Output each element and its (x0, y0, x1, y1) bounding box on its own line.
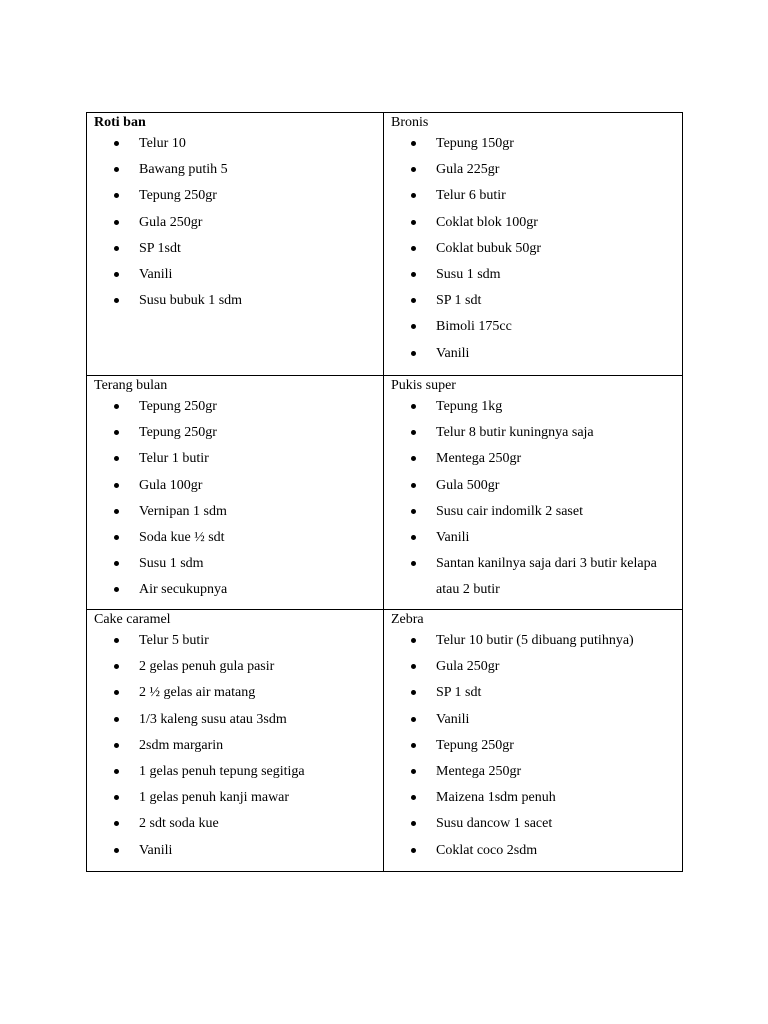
ingredient-item (87, 733, 383, 759)
ingredient-item (87, 838, 383, 864)
recipe-title: Bronis (391, 115, 429, 130)
ingredient-item (87, 680, 383, 706)
ingredient-item (87, 394, 383, 420)
ingredient-item (87, 210, 383, 236)
ingredient-text: Tepung 250gr (139, 425, 217, 441)
ingredient-item (384, 811, 682, 837)
ingredient-text: SP 1 sdt (436, 293, 482, 309)
ingredient-text: 2 sdt soda kue (139, 816, 219, 832)
recipe-title: Zebra (391, 612, 424, 627)
ingredient-item (384, 420, 682, 446)
ingredient-text: Susu 1 sdm (436, 267, 501, 283)
ingredient-list (384, 131, 682, 367)
table-row (87, 113, 683, 376)
bullet-icon (411, 220, 416, 225)
bullet-icon (114, 272, 119, 277)
bullet-icon (114, 167, 119, 172)
bullet-icon (114, 664, 119, 669)
ingredient-text: Bimoli 175cc (436, 319, 512, 335)
ingredient-text: Susu cair indomilk 2 saset (436, 503, 583, 519)
ingredient-text: Susu dancow 1 sacet (436, 816, 553, 832)
ingredient-text: Tepung 1kg (436, 399, 503, 414)
ingredient-text: Bawang putih 5 (139, 162, 228, 178)
bullet-icon (411, 430, 416, 435)
ingredient-item (384, 654, 682, 680)
ingredient-item (384, 210, 682, 236)
bullet-icon (114, 456, 119, 461)
ingredient-item (384, 785, 682, 811)
ingredient-text: Telur 8 butir kuningnya saja (436, 425, 594, 441)
recipe-title: Terang bulan (94, 378, 168, 393)
recipe-title: Cake caramel (94, 612, 171, 627)
ingredient-item (87, 654, 383, 680)
ingredient-item (87, 759, 383, 785)
bullet-icon (114, 509, 119, 514)
ingredient-text: 2 ½ gelas air matang (139, 685, 256, 701)
recipe-cell-terang-bulan (87, 376, 384, 610)
ingredient-text: Gula 250gr (436, 659, 500, 675)
ingredient-text: Telur 10 butir (5 dibuang putihnya) (436, 633, 634, 648)
ingredient-text: Telur 10 (139, 136, 186, 151)
ingredient-text: Susu 1 sdm (139, 556, 204, 572)
ingredient-text: Tepung 250gr (436, 737, 514, 753)
ingredient-item (384, 288, 682, 314)
bullet-icon (114, 193, 119, 198)
ingredient-item (384, 838, 682, 864)
ingredient-text: Santan kanilnya saja dari 3 butir kelapa atau 2 butir (436, 556, 657, 598)
bullet-icon (114, 848, 119, 853)
ingredient-item (384, 551, 682, 603)
bullet-icon (411, 456, 416, 461)
ingredient-item (384, 341, 682, 367)
bullet-icon (411, 324, 416, 329)
bullet-icon (114, 220, 119, 225)
bullet-icon (411, 848, 416, 853)
ingredient-text: Soda kue ½ sdt (139, 530, 225, 546)
recipe-cell-cake-caramel (87, 610, 384, 872)
ingredient-item (384, 394, 682, 420)
ingredient-item (384, 707, 682, 733)
bullet-icon (411, 272, 416, 277)
bullet-icon (411, 246, 416, 251)
ingredient-item (87, 785, 383, 811)
ingredient-item (87, 525, 383, 551)
bullet-icon (411, 664, 416, 669)
ingredient-item (87, 236, 383, 262)
ingredient-text: Tepung 150gr (436, 136, 514, 151)
ingredient-text: Vernipan 1 sdm (139, 503, 227, 519)
ingredient-item (384, 499, 682, 525)
ingredient-text: Telur 6 butir (436, 188, 506, 204)
ingredient-item (87, 262, 383, 288)
bullet-icon (411, 351, 416, 356)
ingredient-text: 2sdm margarin (139, 737, 224, 753)
bullet-icon (411, 483, 416, 488)
ingredient-item (384, 473, 682, 499)
ingredient-item (87, 551, 383, 577)
ingredient-item (87, 473, 383, 499)
ingredient-text: Telur 5 butir (139, 633, 209, 648)
bullet-icon (411, 404, 416, 409)
ingredient-list (87, 394, 383, 604)
ingredient-item (384, 733, 682, 759)
table-row (87, 610, 683, 872)
bullet-icon (411, 561, 416, 566)
ingredient-text: Vanili (139, 842, 173, 858)
ingredient-text: Gula 500gr (436, 477, 500, 493)
bullet-icon (114, 795, 119, 800)
bullet-icon (114, 483, 119, 488)
ingredient-text: Gula 225gr (436, 162, 500, 178)
ingredient-text: Coklat coco 2sdm (436, 842, 538, 858)
ingredient-item (384, 446, 682, 472)
recipe-title: Pukis super (391, 378, 456, 393)
ingredient-text: 1/3 kaleng susu atau 3sdm (139, 711, 287, 727)
recipe-table (86, 112, 683, 872)
ingredient-text: SP 1sdt (139, 240, 181, 256)
ingredient-item (87, 707, 383, 733)
ingredient-item (87, 499, 383, 525)
ingredient-item (87, 446, 383, 472)
bullet-icon (411, 638, 416, 643)
ingredient-text: 1 gelas penuh tepung segitiga (139, 764, 305, 780)
ingredient-text: Tepung 250gr (139, 188, 217, 204)
ingredient-item (384, 628, 682, 654)
ingredient-text: Mentega 250gr (436, 764, 522, 780)
ingredient-item (87, 288, 383, 314)
ingredient-item (87, 157, 383, 183)
ingredient-item (87, 183, 383, 209)
ingredient-list (87, 628, 383, 864)
bullet-icon (114, 404, 119, 409)
recipe-cell-zebra (384, 610, 683, 872)
ingredient-item (384, 157, 682, 183)
ingredient-list (87, 131, 383, 314)
ingredient-text: Susu bubuk 1 sdm (139, 293, 243, 309)
table-row (87, 376, 683, 610)
recipe-title: Roti ban (94, 115, 146, 130)
ingredient-text: 2 gelas penuh gula pasir (139, 659, 275, 675)
ingredient-item (87, 628, 383, 654)
bullet-icon (114, 298, 119, 303)
ingredient-item (384, 236, 682, 262)
ingredient-text: Telur 1 butir (139, 451, 209, 467)
ingredient-item (384, 314, 682, 340)
bullet-icon (114, 587, 119, 592)
bullet-icon (114, 246, 119, 251)
bullet-icon (114, 141, 119, 146)
recipe-cell-pukis-super (384, 376, 683, 610)
bullet-icon (411, 717, 416, 722)
ingredient-item (384, 680, 682, 706)
ingredient-text: Coklat bubuk 50gr (436, 240, 541, 256)
bullet-icon (411, 821, 416, 826)
bullet-icon (411, 743, 416, 748)
bullet-icon (411, 535, 416, 540)
recipe-cell-bronis (384, 113, 683, 376)
bullet-icon (411, 167, 416, 172)
bullet-icon (411, 690, 416, 695)
ingredient-text: Vanili (436, 711, 470, 727)
ingredient-text: SP 1 sdt (436, 685, 482, 701)
ingredient-text: Mentega 250gr (436, 451, 522, 467)
ingredient-text: Gula 250gr (139, 214, 203, 230)
ingredient-item (384, 759, 682, 785)
bullet-icon (114, 769, 119, 774)
ingredient-text: Tepung 250gr (139, 399, 217, 414)
ingredient-text: Vanili (139, 267, 173, 283)
bullet-icon (411, 193, 416, 198)
ingredient-text: Vanili (436, 530, 470, 546)
ingredient-item (384, 262, 682, 288)
ingredient-list (384, 628, 682, 864)
ingredient-text: Coklat blok 100gr (436, 214, 538, 230)
bullet-icon (114, 717, 119, 722)
bullet-icon (114, 638, 119, 643)
bullet-icon (411, 141, 416, 146)
ingredient-text: Gula 100gr (139, 477, 203, 493)
ingredient-item (87, 131, 383, 157)
bullet-icon (114, 690, 119, 695)
ingredient-item (87, 577, 383, 603)
ingredient-text: 1 gelas penuh kanji mawar (139, 790, 290, 806)
bullet-icon (114, 743, 119, 748)
ingredient-item (87, 811, 383, 837)
bullet-icon (411, 769, 416, 774)
ingredient-text: Vanili (436, 345, 470, 361)
bullet-icon (114, 821, 119, 826)
bullet-icon (114, 561, 119, 566)
bullet-icon (411, 298, 416, 303)
ingredient-item (384, 183, 682, 209)
bullet-icon (411, 795, 416, 800)
ingredient-text: Maizena 1sdm penuh (436, 790, 556, 806)
ingredient-item (384, 131, 682, 157)
ingredient-item (384, 525, 682, 551)
recipe-cell-roti-ban (87, 113, 384, 376)
ingredient-list (384, 394, 682, 604)
bullet-icon (114, 535, 119, 540)
ingredient-text: Air secukupnya (139, 582, 228, 598)
bullet-icon (114, 430, 119, 435)
bullet-icon (411, 509, 416, 514)
ingredient-item (87, 420, 383, 446)
